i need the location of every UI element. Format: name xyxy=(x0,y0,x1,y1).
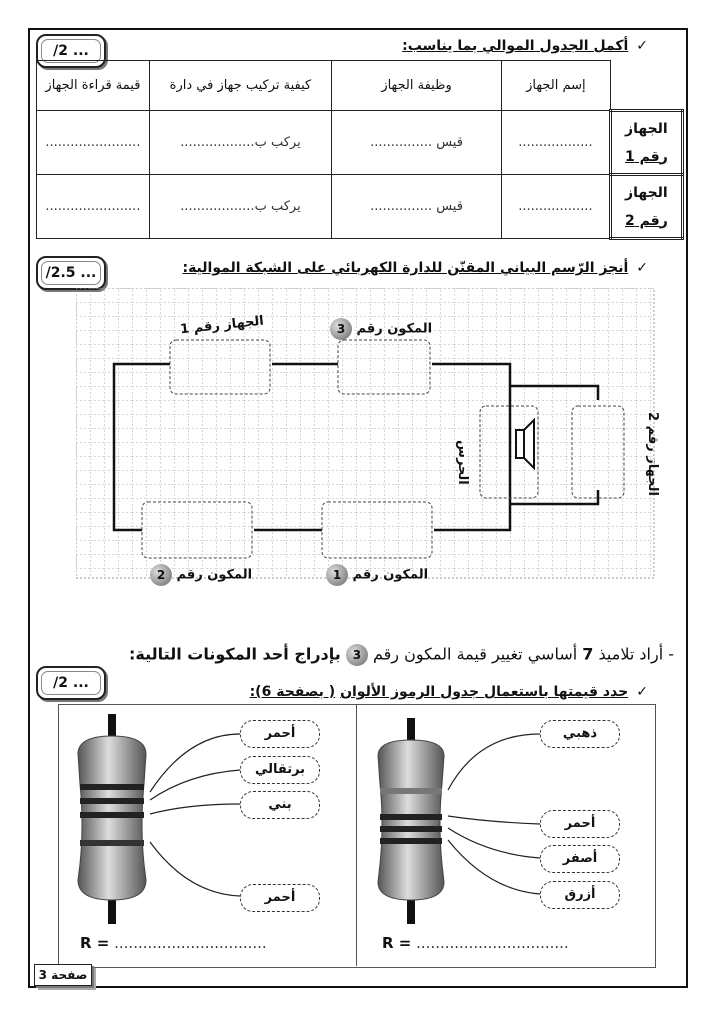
score-box-2 xyxy=(36,256,106,290)
label-bell: الجرس xyxy=(455,440,470,485)
r-answer-right[interactable]: R = ................................ xyxy=(382,934,569,952)
cell-mounting-2[interactable]: يركب ب.................. xyxy=(149,175,331,239)
band-label-left-3: بني xyxy=(240,791,320,819)
coin-icon-1: 1 xyxy=(326,564,348,586)
instruction-2: ✓أنجز الرّسم البياني المقنّن للدارة الكهربائي على الشبكة الموالية: xyxy=(182,260,648,276)
band-label-right-2: أحمر xyxy=(540,810,620,838)
left-resistor xyxy=(78,714,146,924)
label-component-1: المكون رقم 1 xyxy=(326,564,428,586)
header-function: وظيفة الجهاز xyxy=(332,61,502,111)
check-icon: ✓ xyxy=(636,684,648,700)
band-label-left-1: أحمر xyxy=(240,720,320,748)
devices-table xyxy=(36,60,684,240)
r-answer-left[interactable]: R = ................................ xyxy=(80,934,267,952)
label-device-2: الجهاز رقم 2 xyxy=(645,412,660,496)
score-1: /2 ... xyxy=(53,43,89,59)
row-label-2: الجهاز رقم 2 xyxy=(610,175,682,239)
label-component-3: المكون رقم 3 xyxy=(330,318,432,340)
band-label-left-4: أحمر xyxy=(240,884,320,912)
coin-icon-3: 3 xyxy=(330,318,352,340)
pointer-lines xyxy=(150,734,540,896)
cell-name-2[interactable]: .................. xyxy=(502,175,611,239)
right-resistor xyxy=(378,718,444,924)
cell-function-1[interactable]: قيس ............... xyxy=(332,111,502,175)
cell-function-2[interactable]: قيس ............... xyxy=(332,175,502,239)
coin-icon-2: 2 xyxy=(150,564,172,586)
cell-reading-1[interactable]: ....................... xyxy=(37,111,150,175)
table-row xyxy=(37,175,683,239)
instruction-1: ✓أكمل الجدول الموالي بما يناسب: xyxy=(402,38,648,54)
score-box-3 xyxy=(36,666,106,700)
cell-name-1[interactable]: .................. xyxy=(502,111,611,175)
statement: - أراد تلاميذ 7 أساسي تغيير قيمة المكون رقم 3 بإدراج أحد المكونات التالية: xyxy=(129,644,674,666)
label-device-1: الجهاز رقم 1 xyxy=(179,313,265,338)
score-2: /2.5 ... xyxy=(45,265,97,281)
cell-mounting-1[interactable]: يركب ب.................. xyxy=(149,111,331,175)
row-label-1: الجهاز رقم 1 xyxy=(610,111,682,175)
instruction-3: ✓حدد قيمتها باستعمال جدول الرموز الألوان ( بصفحة 6): xyxy=(249,684,648,700)
cell-reading-2[interactable]: ....................... xyxy=(37,175,150,239)
coin-icon-3b: 3 xyxy=(346,644,368,666)
band-label-right-4: أزرق xyxy=(540,881,620,909)
header-reading: قيمة قراءة الجهاز xyxy=(37,61,150,111)
check-icon: ✓ xyxy=(636,38,648,54)
score-3: /2 ... xyxy=(53,675,89,691)
table-corner xyxy=(610,61,682,111)
table-row xyxy=(37,111,683,175)
check-icon: ✓ xyxy=(636,260,648,276)
header-name: إسم الجهاز xyxy=(502,61,611,111)
header-mounting: كيفية تركيب جهاز في دارة xyxy=(149,61,331,111)
band-label-right-3: أصفر xyxy=(540,845,620,873)
band-label-right-1: ذهبي xyxy=(540,720,620,748)
band-label-left-2: برتقالي xyxy=(240,756,320,784)
page-number: صفحة 3 xyxy=(34,964,92,986)
label-component-2: المكون رقم 2 xyxy=(150,564,252,586)
